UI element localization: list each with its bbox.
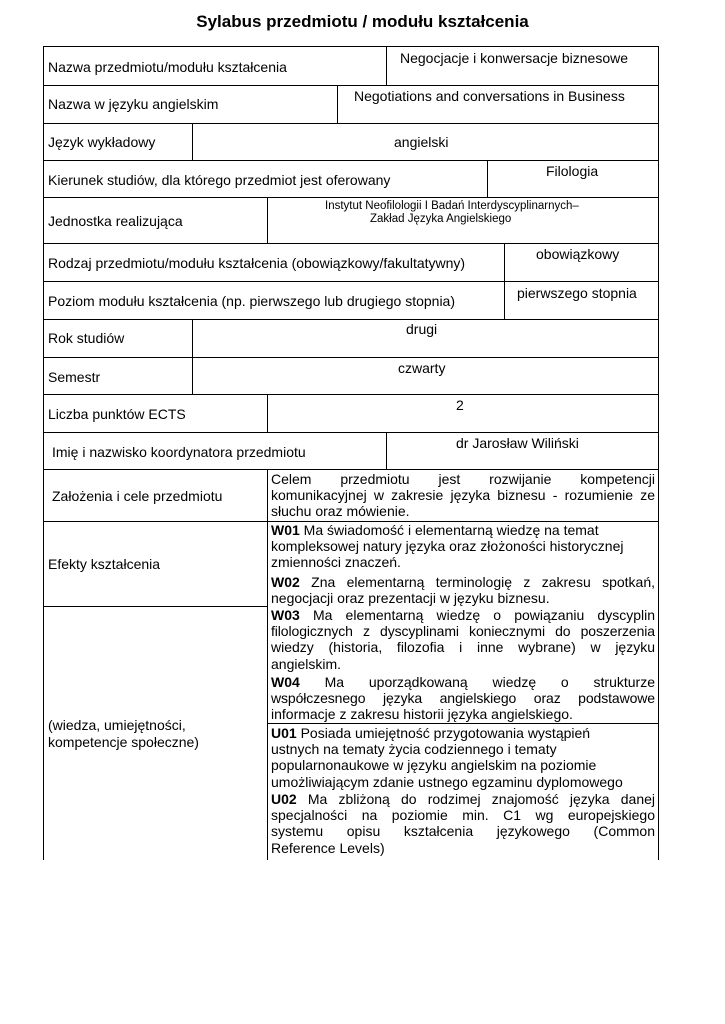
semester-label: Semestr xyxy=(48,369,101,385)
outcome-u02: U02 Ma zbliżoną do rodzimej znajomość języka danej specjalności na poziomie min. C1 wg europejskiego systemu opisu kształcenia językowego (Common Reference Levels) xyxy=(271,791,655,856)
goals-label: Założenia i cele przedmiotu xyxy=(52,488,223,504)
english-name-value: Negotiations and conversations in Business xyxy=(354,88,625,104)
course-type-value: obowiązkowy xyxy=(536,246,620,262)
page-title: Sylabus przedmiotu / modułu kształcenia xyxy=(196,12,529,31)
course-name-value: Negocjacje i konwersacje biznesowe xyxy=(400,50,629,66)
language-value: angielski xyxy=(394,134,449,150)
field-of-study-label: Kierunek studiów, dla którego przedmiot jest oferowany xyxy=(48,172,391,188)
unit-value-line1: Instytut Neofilologii I Badań Interdyscyplinarnych– xyxy=(325,200,579,212)
ects-value: 2 xyxy=(456,397,464,413)
unit-label: Jednostka realizująca xyxy=(48,213,183,229)
outcome-w01: W01 Ma świadomość i elementarną wiedzę na temat kompleksowej natury języka oraz złożoności historycznej zmienności znaczeń. xyxy=(271,522,624,571)
outcome-code: W04 xyxy=(271,674,300,690)
english-name-label: Nazwa w języku angielskim xyxy=(48,96,219,112)
year-label: Rok studiów xyxy=(48,330,125,346)
outcomes-sublabel-line1: (wiedza, umiejętności, xyxy=(48,717,186,733)
language-label: Język wykładowy xyxy=(48,134,156,150)
coordinator-value: dr Jarosław Wiliński xyxy=(456,435,579,451)
ects-label: Liczba punktów ECTS xyxy=(48,406,186,422)
outcome-w03: W03 Ma elementarną wiedzę o powiązaniu dyscyplin filologicznych z dyscyplinami koniecznymi do poszerzenia wiedzy (historia, filozofia i inne wybrane) w języku angielskim. xyxy=(271,607,655,672)
year-value: drugi xyxy=(406,321,438,337)
course-name-label: Nazwa przedmiotu/modułu kształcenia xyxy=(48,59,287,75)
outcome-code: W03 xyxy=(271,607,300,623)
course-type-label: Rodzaj przedmiotu/modułu kształcenia (obowiązkowy/fakultatywny) xyxy=(48,255,466,271)
goals-line-1: Celem przedmiotu jest rozwijanie kompetencji xyxy=(271,471,655,487)
level-value: pierwszego stopnia xyxy=(517,285,637,301)
outcomes-sublabel-line2: kompetencje społeczne) xyxy=(48,734,199,750)
level-label: Poziom modułu kształcenia (np. pierwszego lub drugiego stopnia) xyxy=(48,293,455,309)
outcome-w02: W02 Zna elementarną terminologię z zakresu spotkań, negocjacji oraz prezentacji w języku biznesu. xyxy=(271,574,655,607)
unit-value-line2: Zakład Języka Angielskiego xyxy=(370,213,512,225)
outcomes-label: Efekty kształcenia xyxy=(48,556,161,572)
goals-line-2: komunikacyjnej w zakresie języka biznesu - rozumienie ze xyxy=(271,487,655,503)
field-of-study-value: Filologia xyxy=(546,163,599,179)
semester-value: czwarty xyxy=(398,360,446,376)
coordinator-label: Imię i nazwisko koordynatora przedmiotu xyxy=(52,444,306,460)
outcome-u01: U01 Posiada umiejętność przygotowania wystąpień ustnych na tematy życia codziennego i tematy popularnonaukowe w języku angielskim na poziomie umożliwiającym zdanie ustnego egzaminu dyplomowego xyxy=(271,725,623,790)
outcome-code: W01 xyxy=(271,522,300,538)
outcome-code: W02 xyxy=(271,574,300,590)
outcome-code: U02 xyxy=(271,791,297,807)
goals-line-3: słuchu oraz mówienie. xyxy=(271,503,410,519)
outcome-w04: W04 Ma uporządkowaną wiedzę o strukturze współczesnego języka angielskiego oraz podstawowe informacje z zakresu historii języka angielskiego. xyxy=(271,674,655,723)
outcome-code: U01 xyxy=(271,725,297,741)
